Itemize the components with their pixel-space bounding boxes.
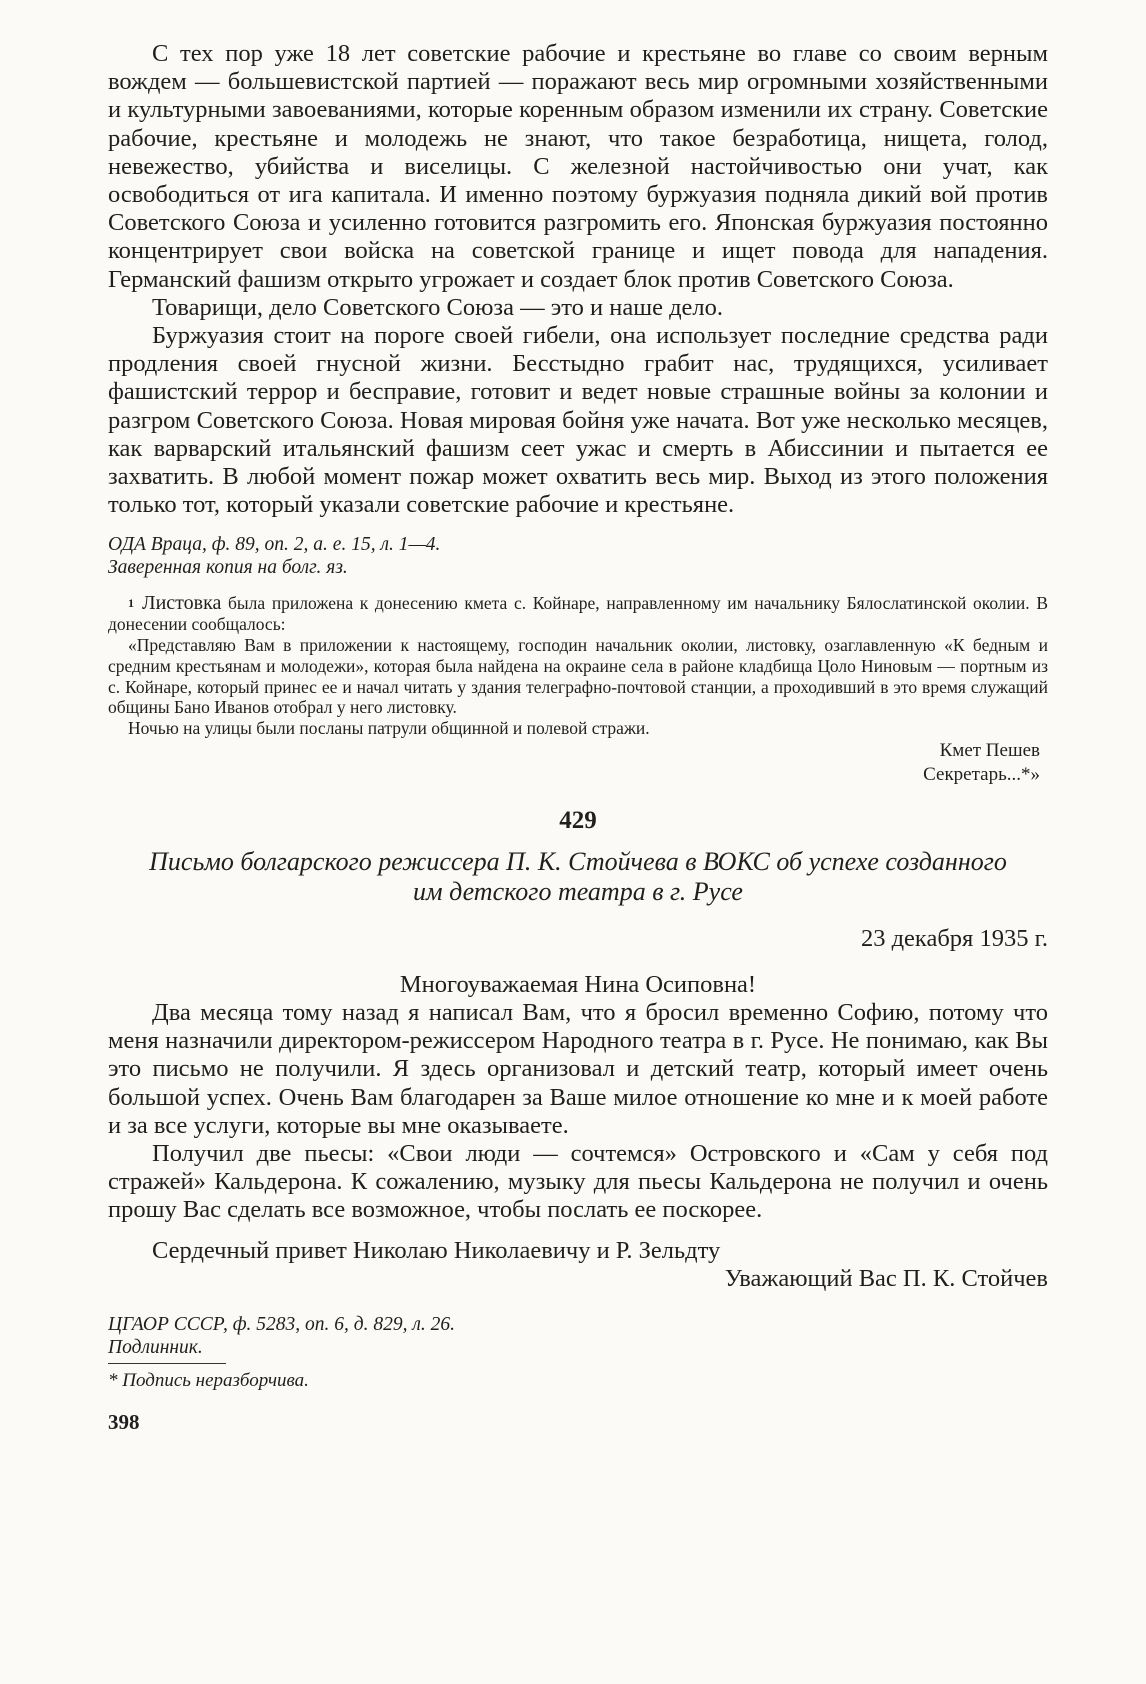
footnote-divider <box>108 1363 226 1364</box>
archive-reference-2 <box>108 1313 1048 1359</box>
archive-line: ЦГАОР СССР, ф. 5283, оп. 6, д. 829, л. 26. <box>108 1313 456 1335</box>
archive-line: ОДА Враца, ф. 89, оп. 2, а. е. 15, л. 1—4. <box>108 534 441 556</box>
page-number: 398 <box>108 1409 140 1434</box>
paragraph: Буржуазия стоит на пороге своей гибели, она использует последние средства ради продления своей гнусной жизни. Бесстыдно грабит нас, трудящихся, усиливает фашистский террор и бесправие, готовит и ведет новые страшные войны за колонии и разгром Советского Союза. Новая мировая бойня уже начата. Вот уже несколько месяцев, как варварский итальянский фашизм сеет ужас и смерть в Абиссинии и пытается ее захватить. В любой момент пожар может охватить весь мир. Выход из этого положения только тот, который указали советские рабочие и крестьяне. <box>108 322 1048 519</box>
archive-line: Подлинник. <box>108 1336 203 1358</box>
footnote-1 <box>108 593 1048 635</box>
salutation: Многоуважаемая Нина Осиповна! <box>399 971 757 999</box>
paragraph: Товарищи, дело Советского Союза — это и наше дело. <box>152 293 724 321</box>
letter-paragraph: Два месяца тому назад я написал Вам, что я бросил временно Софию, потому что меня назначили директором-режиссером Народного театра в г. Русе. Не понимаю, как Вы это письмо не получили. Я здесь организовал и детский театр, который имеет очень большой успех. Очень Вам благодарен за Ваше милое отношение ко мне и к моей работе и за все услуги, которые вы мне оказываете. <box>108 999 1048 1139</box>
archive-line: Заверенная копия на болг. яз. <box>108 557 348 579</box>
signature-line: Секретарь...*» <box>923 764 1040 786</box>
document-date: 23 декабря 1935 г. <box>860 925 1048 953</box>
footnote-lead: Листовка <box>142 592 222 615</box>
archive-reference <box>108 533 1048 579</box>
footnote-signature-note: * Подпись неразборчива. <box>108 1369 309 1391</box>
paragraph: С тех пор уже 18 лет советские рабочие и крестьяне во главе со своим верным вождем — большевистской партией — поражают весь мир огромными хозяйственными и культурными завоеваниями, которые коренным образом изменили их страну. Советские рабочие, крестьяне и молодежь не знают, что такое безработица, нищета, голод, невежество, убийства и виселицы. С железной настойчивостью они учат, как освободиться от ига капитала. И именно поэтому буржуазия подняла дикий вой против Советского Союза и усиленно готовится разгромить его. Японская буржуазия постоянно концентрирует свои войска на советской границе и ищет повода для нападения. Германский фашизм открыто угрожает и создает блок против Советского Союза. <box>108 40 1048 293</box>
signoff: Уважающий Вас П. К. Стойчев <box>724 1264 1048 1292</box>
footnote-text: была приложена к донесению кмета с. Койнаре, направленному им начальнику Бялослатинской околии. В донесении сообщалось: <box>108 593 1048 635</box>
document-number: 429 <box>559 807 597 835</box>
footnote-quote: «Представляю Вам в приложении к настоящему, господин начальник околии, листовку, озаглавленную «К бедным и средним крестьянам и молодежи», которая была найдена на окраине села в районе кладбища Цоло Ниновым — портным из с. Койнаре, который принес ее и начал читать у здания телеграфно-почтовой станции, а проходивший в это время служащий общины Бано Иванов отобрал у него листовку. <box>108 635 1048 718</box>
letter-paragraph: Получил две пьесы: «Свои люди — сочтемся» Островского и «Сам у себя под стражей» Кальдерона. К сожалению, музыку для пьесы Кальдерона не получил и очень прошу Вас сделать все возможное, чтобы послать ее поскорее. <box>108 1140 1048 1224</box>
footnote-last: Ночью на улицы были посланы патрули общинной и полевой стражи. <box>128 718 650 739</box>
footnote-signature <box>108 739 1048 787</box>
signature-line: Кмет Пешев <box>939 740 1040 762</box>
document-title: Письмо болгарского режиссера П. К. Стойчева в ВОКС об успехе созданного им детского театра в г. Русе <box>149 847 1007 907</box>
footnote-marker: 1 <box>128 596 134 611</box>
page <box>108 40 1048 1435</box>
greeting: Сердечный привет Николаю Николаевичу и Р. Зельдту <box>152 1236 721 1264</box>
